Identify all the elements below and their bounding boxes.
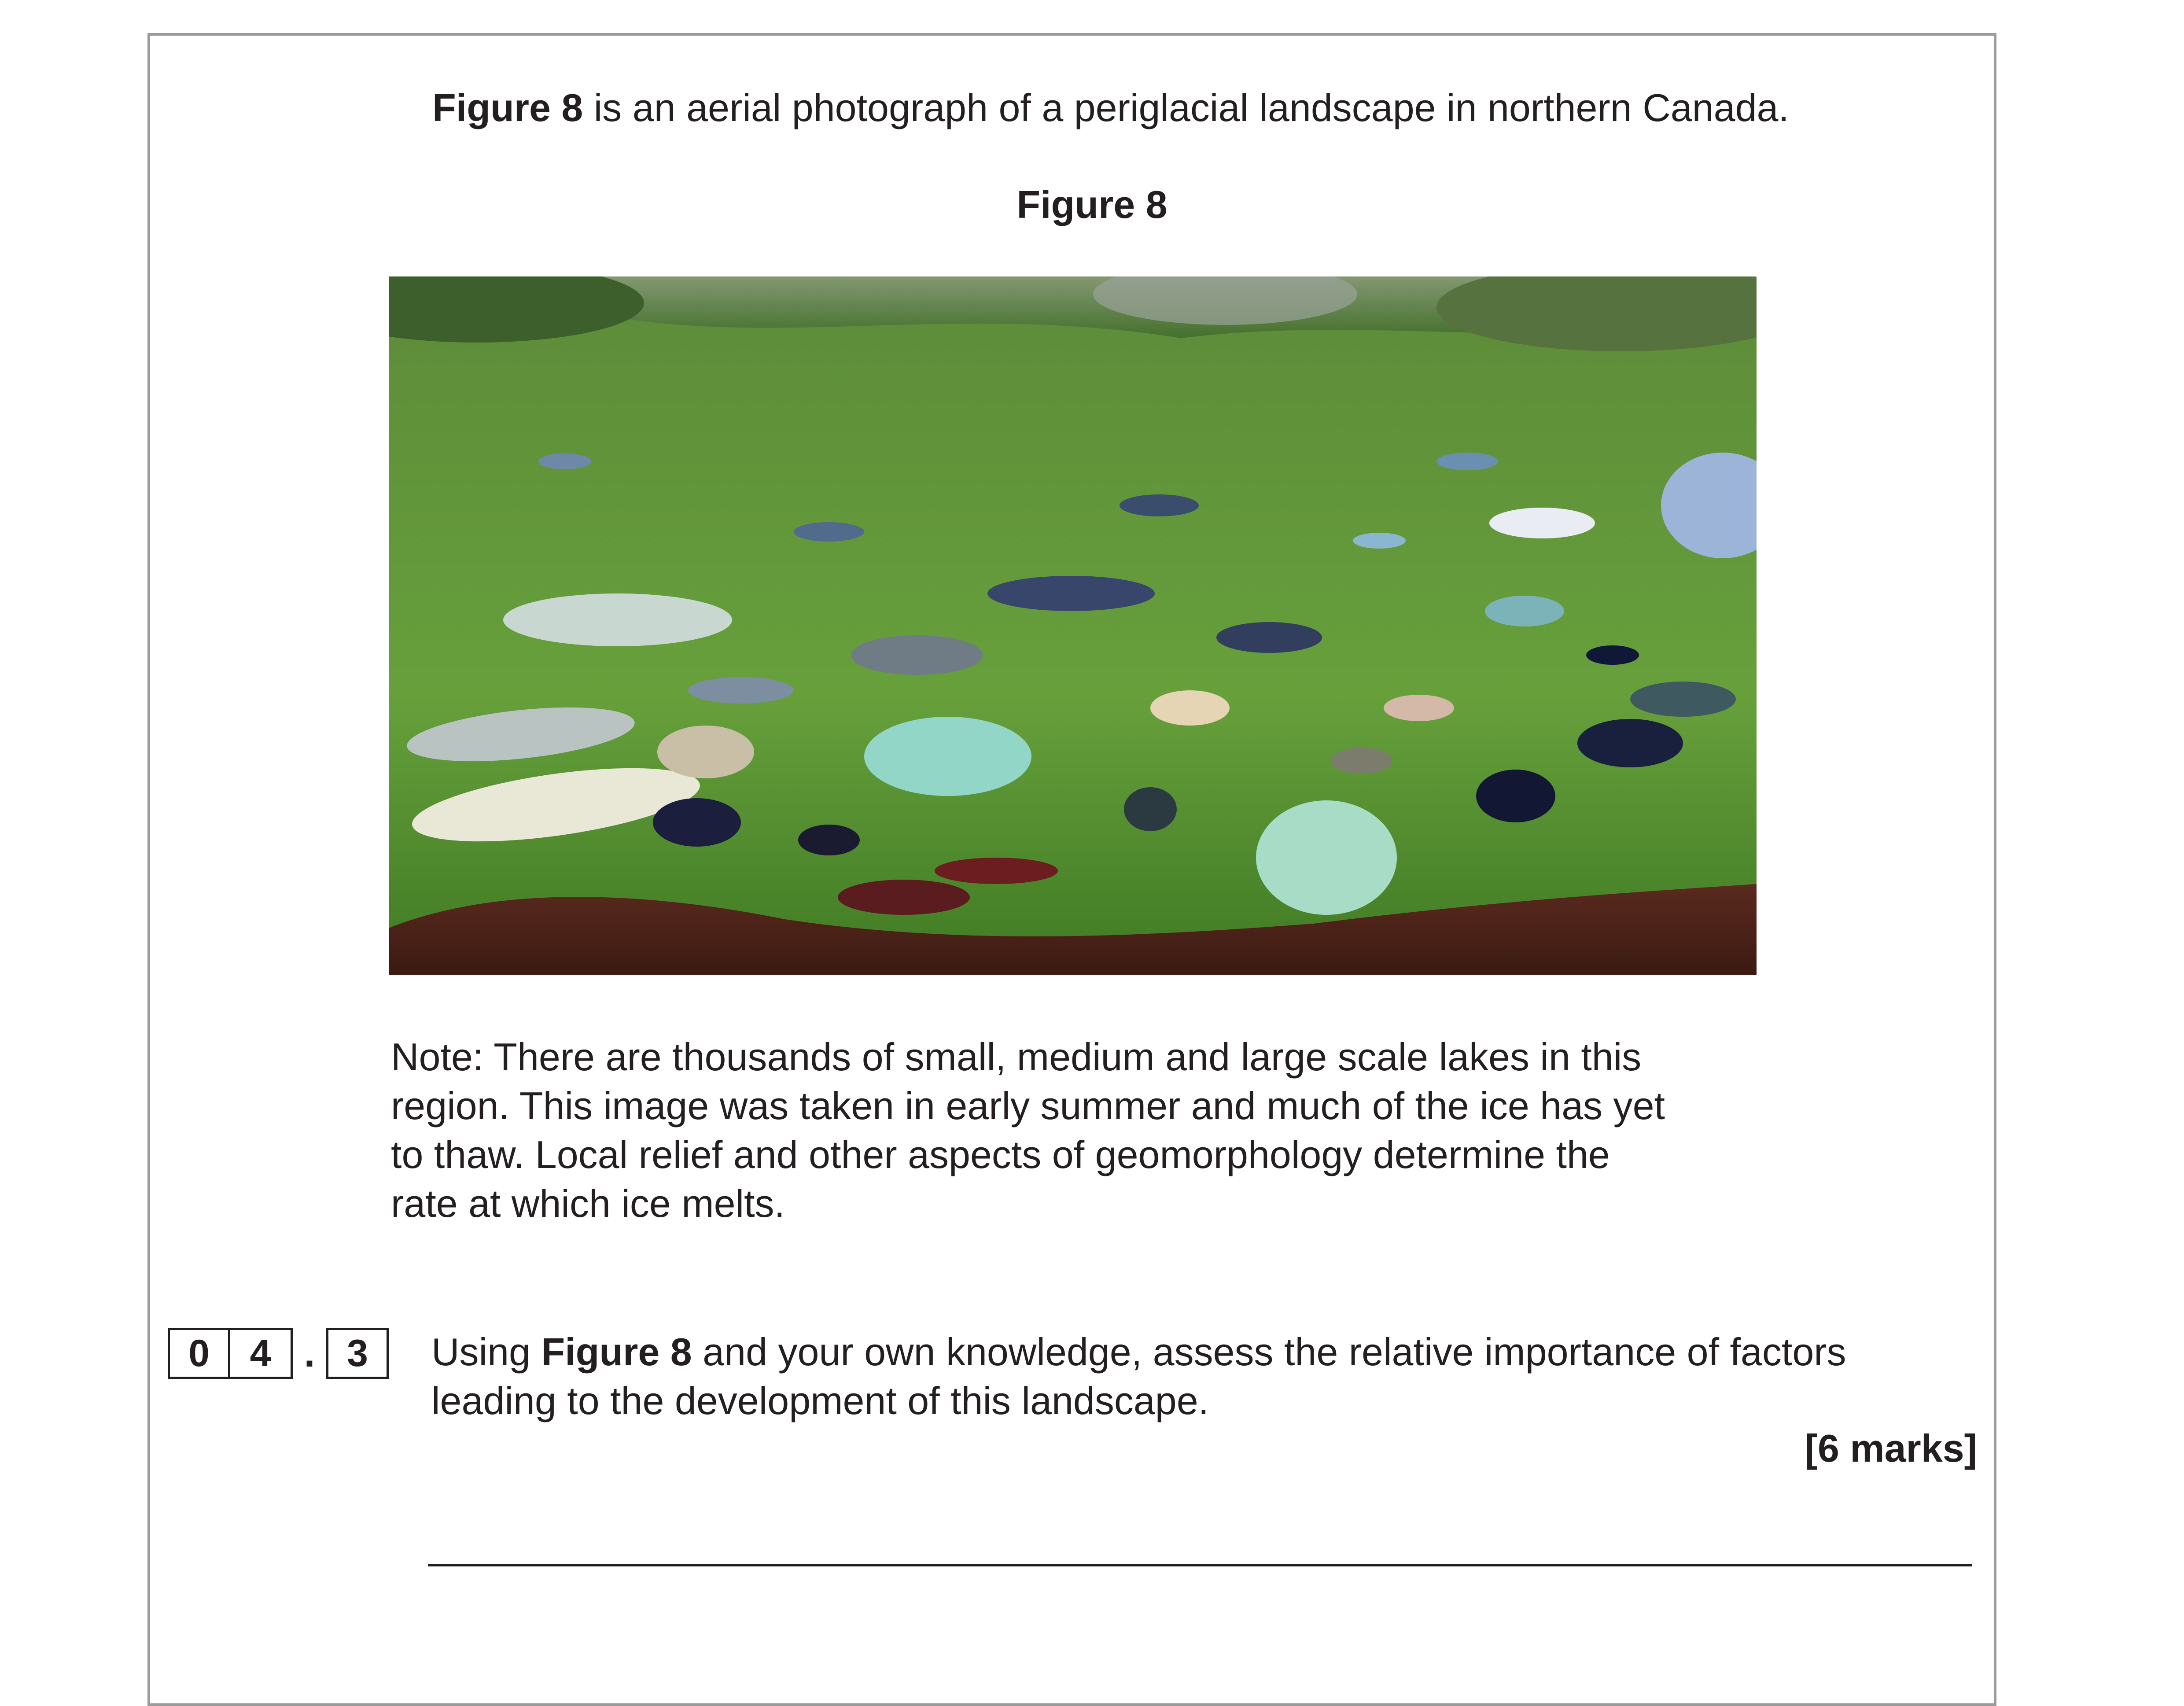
note-line-1: Note: There are thousands of small, medium and large scale lakes in this xyxy=(391,1035,1642,1079)
note-paragraph xyxy=(391,1032,1778,1228)
marks-label: [6 marks] xyxy=(1805,1426,1977,1470)
question-number xyxy=(168,1327,389,1379)
note-line-2: region. This image was taken in early summer and much of the ice has yet xyxy=(391,1084,1665,1128)
question-line-2: leading to the development of this landscape. xyxy=(431,1379,1209,1422)
intro-text xyxy=(432,84,1789,132)
figure-title: Figure 8 xyxy=(1016,183,1168,226)
question-figure-ref: Figure 8 xyxy=(541,1330,692,1374)
figure-8-photo xyxy=(389,276,1757,975)
question-line-1 xyxy=(431,1327,1985,1376)
note-line-4: rate at which ice melts. xyxy=(391,1182,785,1225)
question-number-digit: 4 xyxy=(230,1328,293,1379)
question-number-digit: 3 xyxy=(326,1328,389,1379)
question-number-digit: 0 xyxy=(168,1328,230,1379)
question-line-1-suffix: and your own knowledge, assess the relative importance of factors xyxy=(692,1330,1846,1374)
question-number-separator: . xyxy=(304,1331,315,1375)
intro-rest: is an aerial photograph of a periglacial landscape in northern Canada. xyxy=(583,86,1789,129)
question-text xyxy=(431,1327,1985,1425)
note-line-3: to thaw. Local relief and other aspects of geomorphology determine the xyxy=(391,1133,1610,1176)
answer-line[interactable] xyxy=(428,1564,1972,1566)
intro-figure-ref: Figure 8 xyxy=(432,86,583,129)
question-line-1-prefix: Using xyxy=(431,1330,541,1374)
periglacial-landscape-image xyxy=(389,276,1757,975)
